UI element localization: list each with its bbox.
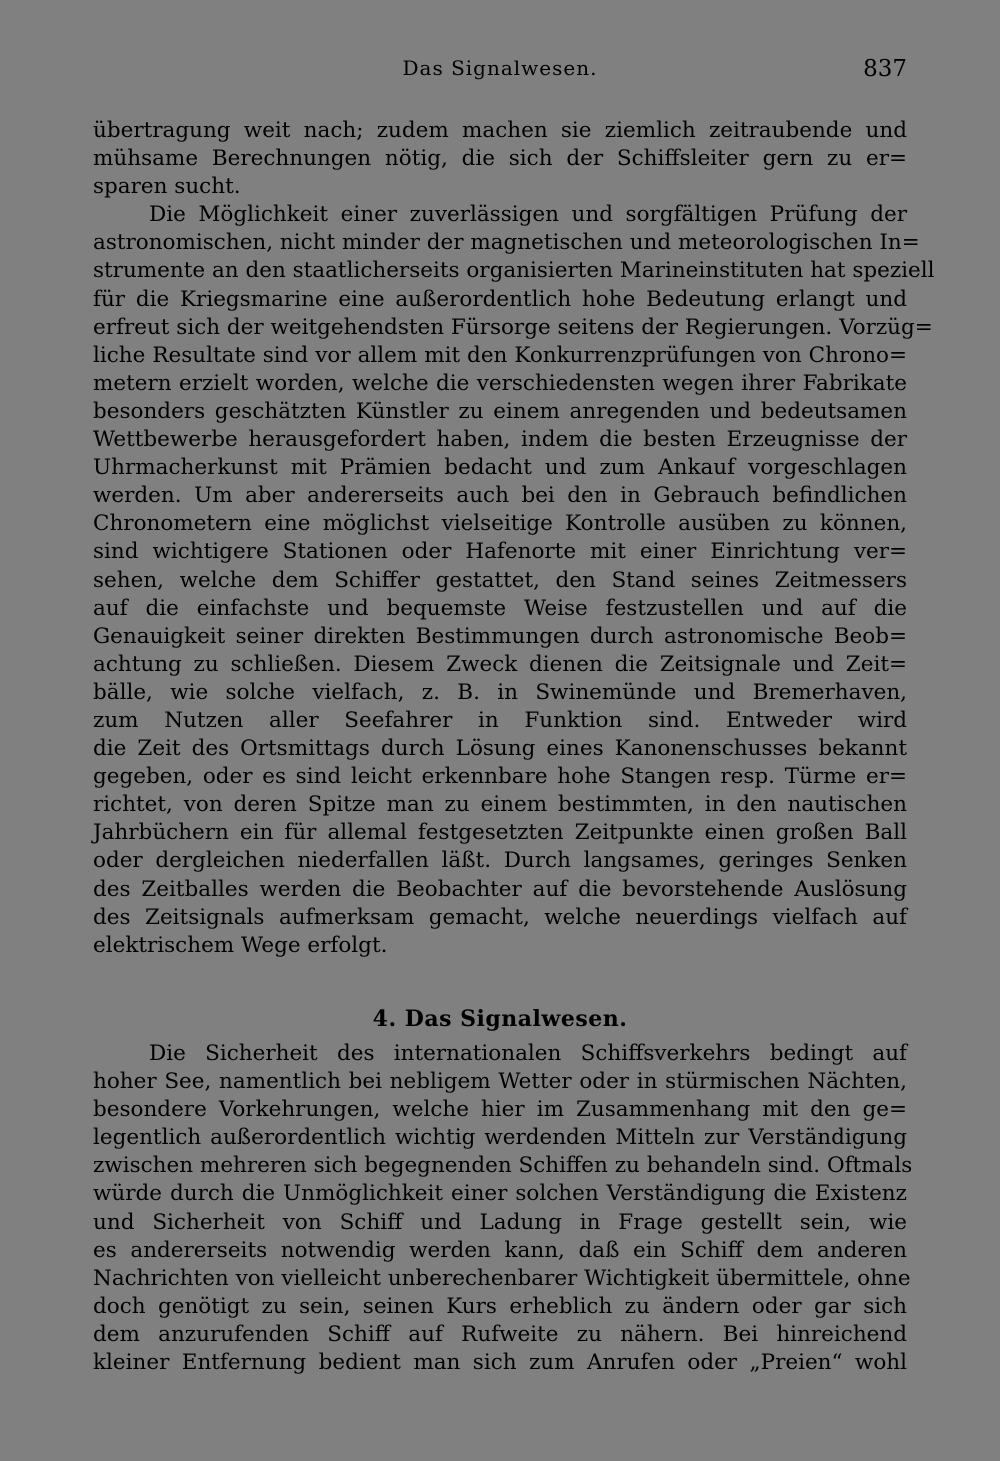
text-line: sparen sucht. — [93, 174, 241, 200]
text-line: Chronometern eine möglichst vielseitige Kontrolle ausüben zu können, — [93, 511, 907, 537]
text-line: Nachrichten von vielleicht unberechenbarer Wichtigkeit übermittele, ohne — [93, 1265, 911, 1291]
text-line: Die Sicherheit des internationalen Schiffsverkehrs bedingt auf — [149, 1041, 907, 1066]
text-line: des Zeitballes werden die Beobachter auf die bevorstehende Auslösung — [93, 876, 907, 902]
text-line: Genauigkeit seiner direkten Bestimmungen durch astronomische Beob= — [93, 623, 907, 649]
text-line: werden. Um aber andererseits auch bei den in Gebrauch befindlichen — [93, 483, 907, 509]
text-line: gegeben, oder es sind leicht erkennbare hohe Stangen resp. Türme er= — [93, 764, 907, 790]
text-line: sind wichtigere Stationen oder Hafenorte mit einer Einrichtung ver= — [93, 539, 907, 565]
text-line: dem anzurufenden Schiff auf Rufweite zu nähern. Bei hinreichend — [93, 1321, 907, 1347]
text-line: kleiner Entfernung bedient man sich zum Anrufen oder „Preien“ wohl — [93, 1350, 907, 1376]
text-line: besonders geschätzten Künstler zu einem anregenden und bedeutsamen — [93, 398, 907, 424]
text-line: würde durch die Unmöglichkeit einer solchen Verständigung die Existenz — [93, 1181, 907, 1207]
text-line: auf die einfachste und bequemste Weise festzustellen und auf die — [93, 595, 907, 621]
text-line: oder dergleichen niederfallen läßt. Durch langsames, geringes Senken — [93, 848, 907, 874]
text-line: erfreut sich der weitgehendsten Fürsorge seitens der Regierungen. Vorzüg= — [93, 314, 933, 340]
text-line: strumente an den staatlicherseits organisierten Marineinstituten hat speziell — [93, 258, 935, 284]
text-line: es andererseits notwendig werden kann, daß ein Schiff dem anderen — [93, 1237, 907, 1263]
section-heading: 4. Das Signalwesen. — [372, 1006, 628, 1032]
text-line: bälle, wie solche vielfach, z. B. in Swinemünde und Bremerhaven, — [93, 679, 907, 705]
page-header — [93, 56, 907, 90]
text-line: achtung zu schließen. Diesem Zweck dienen die Zeitsignale und Zeit= — [93, 651, 907, 677]
text-line: zum Nutzen aller Seefahrer in Funktion sind. Entweder wird — [93, 707, 907, 733]
text-line: Uhrmacherkunst mit Prämien bedacht und zum Ankauf vorgeschlagen — [93, 455, 907, 481]
text-line: richtet, von deren Spitze man zu einem bestimmten, in den nautischen — [93, 792, 907, 818]
text-line: mühsame Berechnungen nötig, die sich der Schiffsleiter gern zu er= — [93, 146, 907, 172]
text-line: hoher See, namentlich bei nebligem Wetter oder in stürmischen Nächten, — [93, 1069, 907, 1095]
text-line: Jahrbüchern ein für allemal festgesetzten Zeitpunkte einen großen Ball — [93, 820, 907, 846]
text-line: doch genötigt zu sein, seinen Kurs erheblich zu ändern oder gar sich — [93, 1293, 907, 1319]
text-line: metern erzielt worden, welche die verschiedensten wegen ihrer Fabrikate — [93, 370, 907, 396]
text-line: übertragung weit nach; zudem machen sie ziemlich zeitraubende und — [93, 118, 907, 143]
text-line: die Zeit des Ortsmittags durch Lösung eines Kanonenschusses bekannt — [93, 736, 907, 762]
text-line: astronomischen, nicht minder der magnetischen und meteorologischen In= — [93, 230, 920, 256]
body-text-block-1 — [93, 117, 935, 960]
text-line: elektrischem Wege erfolgt. — [93, 932, 388, 958]
running-title: Das Signalwesen. — [402, 56, 598, 80]
text-line: legentlich außerordentlich wichtig werdenden Mitteln zur Verständigung — [93, 1125, 907, 1151]
text-line: sehen, welche dem Schiffer gestattet, den Stand seines Zeitmessers — [93, 567, 907, 593]
text-line: des Zeitsignals aufmerksam gemacht, welche neuerdings vielfach auf — [93, 904, 907, 930]
body-text-block-2 — [93, 1040, 913, 1377]
text-line: zwischen mehreren sich begegnenden Schiffen zu behandeln sind. Oftmals — [93, 1153, 913, 1179]
text-line: für die Kriegsmarine eine außerordentlich hohe Bedeutung erlangt und — [93, 286, 907, 312]
text-line: Wettbewerbe herausgefordert haben, indem die besten Erzeugnisse der — [93, 427, 907, 453]
text-line: und Sicherheit von Schiff und Ladung in Frage gestellt sein, wie — [93, 1209, 907, 1235]
text-line: liche Resultate sind vor allem mit den Konkurrenzprüfungen von Chrono= — [93, 342, 907, 368]
text-line: besondere Vorkehrungen, welche hier im Zusammenhang mit den ge= — [93, 1097, 907, 1123]
text-line: Die Möglichkeit einer zuverlässigen und sorgfältigen Prüfung der — [149, 202, 907, 228]
page-number: 837 — [863, 56, 907, 82]
